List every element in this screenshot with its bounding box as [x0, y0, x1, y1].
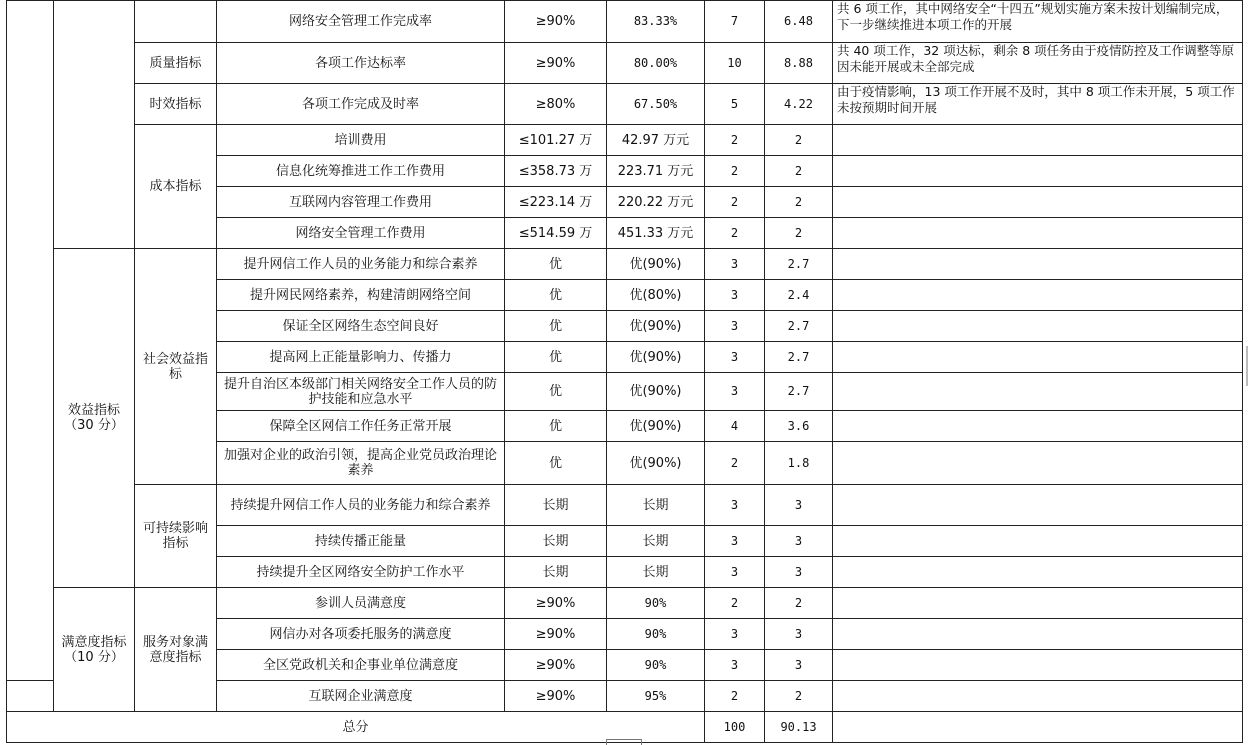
actual-cell: 67.50%	[607, 84, 705, 125]
actual-cell: 优(90%)	[607, 249, 705, 280]
weight-cell: 2	[705, 187, 765, 218]
col-a-cell	[7, 1, 54, 681]
actual-cell: 长期	[607, 485, 705, 526]
actual-cell: 优(90%)	[607, 442, 705, 485]
indicator-cell: 提高网上正能量影响力、传播力	[217, 342, 505, 373]
target-cell: 长期	[505, 526, 607, 557]
target-cell: 长期	[505, 485, 607, 526]
target-cell: ≥90%	[505, 681, 607, 712]
actual-cell: 223.71 万元	[607, 156, 705, 187]
remark-cell	[833, 125, 1243, 156]
level2-cost-cell: 成本指标	[135, 125, 217, 249]
actual-cell: 90%	[607, 619, 705, 650]
level2-sustainable-cell: 可持续影响指标	[135, 485, 217, 588]
remark-cell: 由于疫情影响，13 项工作开展不及时，其中 8 项工作未开展，5 项工作未按预期时间开展	[833, 84, 1243, 125]
actual-cell: 长期	[607, 526, 705, 557]
weight-cell: 3	[705, 485, 765, 526]
table-row	[7, 249, 1243, 280]
indicator-cell: 网络安全管理工作完成率	[217, 1, 505, 43]
indicator-cell: 网络安全管理工作费用	[217, 218, 505, 249]
level2-cell	[135, 1, 217, 43]
weight-cell: 2	[705, 156, 765, 187]
score-cell: 3	[765, 619, 833, 650]
target-cell: 长期	[505, 557, 607, 588]
level2-service-cell: 服务对象满意度指标	[135, 588, 217, 712]
indicator-cell: 互联网内容管理工作费用	[217, 187, 505, 218]
target-cell: ≥90%	[505, 43, 607, 84]
remark-cell	[833, 442, 1243, 485]
target-cell: ≥90%	[505, 650, 607, 681]
target-cell: 优	[505, 342, 607, 373]
score-cell: 3	[765, 650, 833, 681]
score-cell: 6.48	[765, 1, 833, 43]
level2-timeliness-cell: 时效指标	[135, 84, 217, 125]
indicator-cell: 信息化统筹推进工作工作费用	[217, 156, 505, 187]
remark-cell	[833, 411, 1243, 442]
table-row	[7, 125, 1243, 156]
indicator-cell: 提升自治区本级部门相关网络安全工作人员的防护技能和应急水平	[217, 373, 505, 411]
target-cell: 优	[505, 280, 607, 311]
actual-cell: 90%	[607, 588, 705, 619]
indicator-cell: 参训人员满意度	[217, 588, 505, 619]
weight-cell: 3	[705, 249, 765, 280]
indicator-cell: 各项工作达标率	[217, 43, 505, 84]
total-label-cell: 总分	[7, 712, 705, 743]
indicator-cell: 持续传播正能量	[217, 526, 505, 557]
remark-cell	[833, 187, 1243, 218]
actual-cell: 83.33%	[607, 1, 705, 43]
weight-cell: 3	[705, 557, 765, 588]
target-cell: ≥90%	[505, 1, 607, 43]
score-cell: 3	[765, 557, 833, 588]
target-cell: ≥80%	[505, 84, 607, 125]
weight-cell: 3	[705, 650, 765, 681]
remark-cell	[833, 342, 1243, 373]
remark-cell	[833, 311, 1243, 342]
weight-cell: 2	[705, 442, 765, 485]
remark-cell	[833, 156, 1243, 187]
target-cell: ≤101.27 万	[505, 125, 607, 156]
weight-cell: 2	[705, 588, 765, 619]
remark-cell: 共 40 项工作，32 项达标，剩余 8 项任务由于疫情防控及工作调整等原因未能开展或未全部完成	[833, 43, 1243, 84]
table-row	[7, 485, 1243, 526]
actual-cell: 451.33 万元	[607, 218, 705, 249]
weight-cell: 2	[705, 218, 765, 249]
weight-cell: 3	[705, 311, 765, 342]
indicator-cell: 网信办对各项委托服务的满意度	[217, 619, 505, 650]
col-b-output-cell	[54, 1, 135, 249]
remark-cell	[833, 557, 1243, 588]
remark-cell	[833, 619, 1243, 650]
actual-cell: 优(90%)	[607, 311, 705, 342]
total-weight-cell: 100	[705, 712, 765, 743]
target-cell: ≤514.59 万	[505, 218, 607, 249]
remark-cell	[833, 218, 1243, 249]
score-cell: 3	[765, 485, 833, 526]
remark-cell	[833, 485, 1243, 526]
total-remark-cell	[833, 712, 1243, 743]
table-row	[7, 84, 1243, 125]
level2-quality-cell: 质量指标	[135, 43, 217, 84]
target-cell: ≤223.14 万	[505, 187, 607, 218]
actual-cell: 优(90%)	[607, 373, 705, 411]
remark-cell: 共 6 项工作，其中网络安全“十四五”规划实施方案未按计划编制完成，下一步继续推进本项工作的开展	[833, 1, 1243, 43]
remark-cell	[833, 650, 1243, 681]
actual-cell: 220.22 万元	[607, 187, 705, 218]
actual-cell: 95%	[607, 681, 705, 712]
weight-cell: 5	[705, 84, 765, 125]
indicator-cell: 持续提升网信工作人员的业务能力和综合素养	[217, 485, 505, 526]
score-cell: 2.7	[765, 342, 833, 373]
col-a-cell	[7, 681, 54, 712]
level2-social-cell: 社会效益指标	[135, 249, 217, 485]
target-cell: 优	[505, 411, 607, 442]
target-cell: 优	[505, 373, 607, 411]
remark-cell	[833, 280, 1243, 311]
score-cell: 2	[765, 156, 833, 187]
performance-indicator-table	[6, 0, 1243, 743]
indicator-cell: 保证全区网络生态空间良好	[217, 311, 505, 342]
score-cell: 2	[765, 187, 833, 218]
indicator-cell: 全区党政机关和企事业单位满意度	[217, 650, 505, 681]
weight-cell: 3	[705, 619, 765, 650]
weight-cell: 3	[705, 373, 765, 411]
score-cell: 2	[765, 681, 833, 712]
table-row	[7, 43, 1243, 84]
actual-cell: 80.00%	[607, 43, 705, 84]
target-cell: 优	[505, 442, 607, 485]
score-cell: 2.7	[765, 373, 833, 411]
indicator-cell: 提升网信工作人员的业务能力和综合素养	[217, 249, 505, 280]
score-cell: 2.7	[765, 249, 833, 280]
weight-cell: 7	[705, 1, 765, 43]
remark-cell	[833, 373, 1243, 411]
actual-cell: 42.97 万元	[607, 125, 705, 156]
target-cell: ≥90%	[505, 588, 607, 619]
indicator-cell: 互联网企业满意度	[217, 681, 505, 712]
indicator-cell: 提升网民网络素养，构建清朗网络空间	[217, 280, 505, 311]
actual-cell: 90%	[607, 650, 705, 681]
score-cell: 8.88	[765, 43, 833, 84]
weight-cell: 3	[705, 342, 765, 373]
weight-cell: 4	[705, 411, 765, 442]
remark-cell	[833, 681, 1243, 712]
target-cell: 优	[505, 311, 607, 342]
weight-cell: 3	[705, 280, 765, 311]
score-cell: 2	[765, 125, 833, 156]
total-row	[7, 712, 1243, 743]
score-cell: 2.7	[765, 311, 833, 342]
target-cell: ≤358.73 万	[505, 156, 607, 187]
weight-cell: 2	[705, 125, 765, 156]
actual-cell: 优(90%)	[607, 411, 705, 442]
actual-cell: 优(80%)	[607, 280, 705, 311]
indicator-cell: 保障全区网信工作任务正常开展	[217, 411, 505, 442]
remark-cell	[833, 526, 1243, 557]
level1-benefit-cell: 效益指标（30 分）	[54, 249, 135, 588]
level1-satisfaction-cell: 满意度指标（10 分）	[54, 588, 135, 712]
score-cell: 2.4	[765, 280, 833, 311]
indicator-cell: 加强对企业的政治引领，提高企业党员政治理论素养	[217, 442, 505, 485]
table-row	[7, 1, 1243, 43]
score-cell: 3	[765, 526, 833, 557]
weight-cell: 3	[705, 526, 765, 557]
score-cell: 3.6	[765, 411, 833, 442]
cell-border-fragment	[606, 739, 642, 745]
remark-cell	[833, 249, 1243, 280]
table-row	[7, 588, 1243, 619]
indicator-cell: 培训费用	[217, 125, 505, 156]
total-score-cell: 90.13	[765, 712, 833, 743]
target-cell: ≥90%	[505, 619, 607, 650]
remark-cell	[833, 588, 1243, 619]
indicator-cell: 各项工作完成及时率	[217, 84, 505, 125]
score-cell: 2	[765, 588, 833, 619]
actual-cell: 长期	[607, 557, 705, 588]
target-cell: 优	[505, 249, 607, 280]
weight-cell: 10	[705, 43, 765, 84]
score-cell: 2	[765, 218, 833, 249]
indicator-cell: 持续提升全区网络安全防护工作水平	[217, 557, 505, 588]
score-cell: 4.22	[765, 84, 833, 125]
actual-cell: 优(90%)	[607, 342, 705, 373]
score-cell: 1.8	[765, 442, 833, 485]
weight-cell: 2	[705, 681, 765, 712]
